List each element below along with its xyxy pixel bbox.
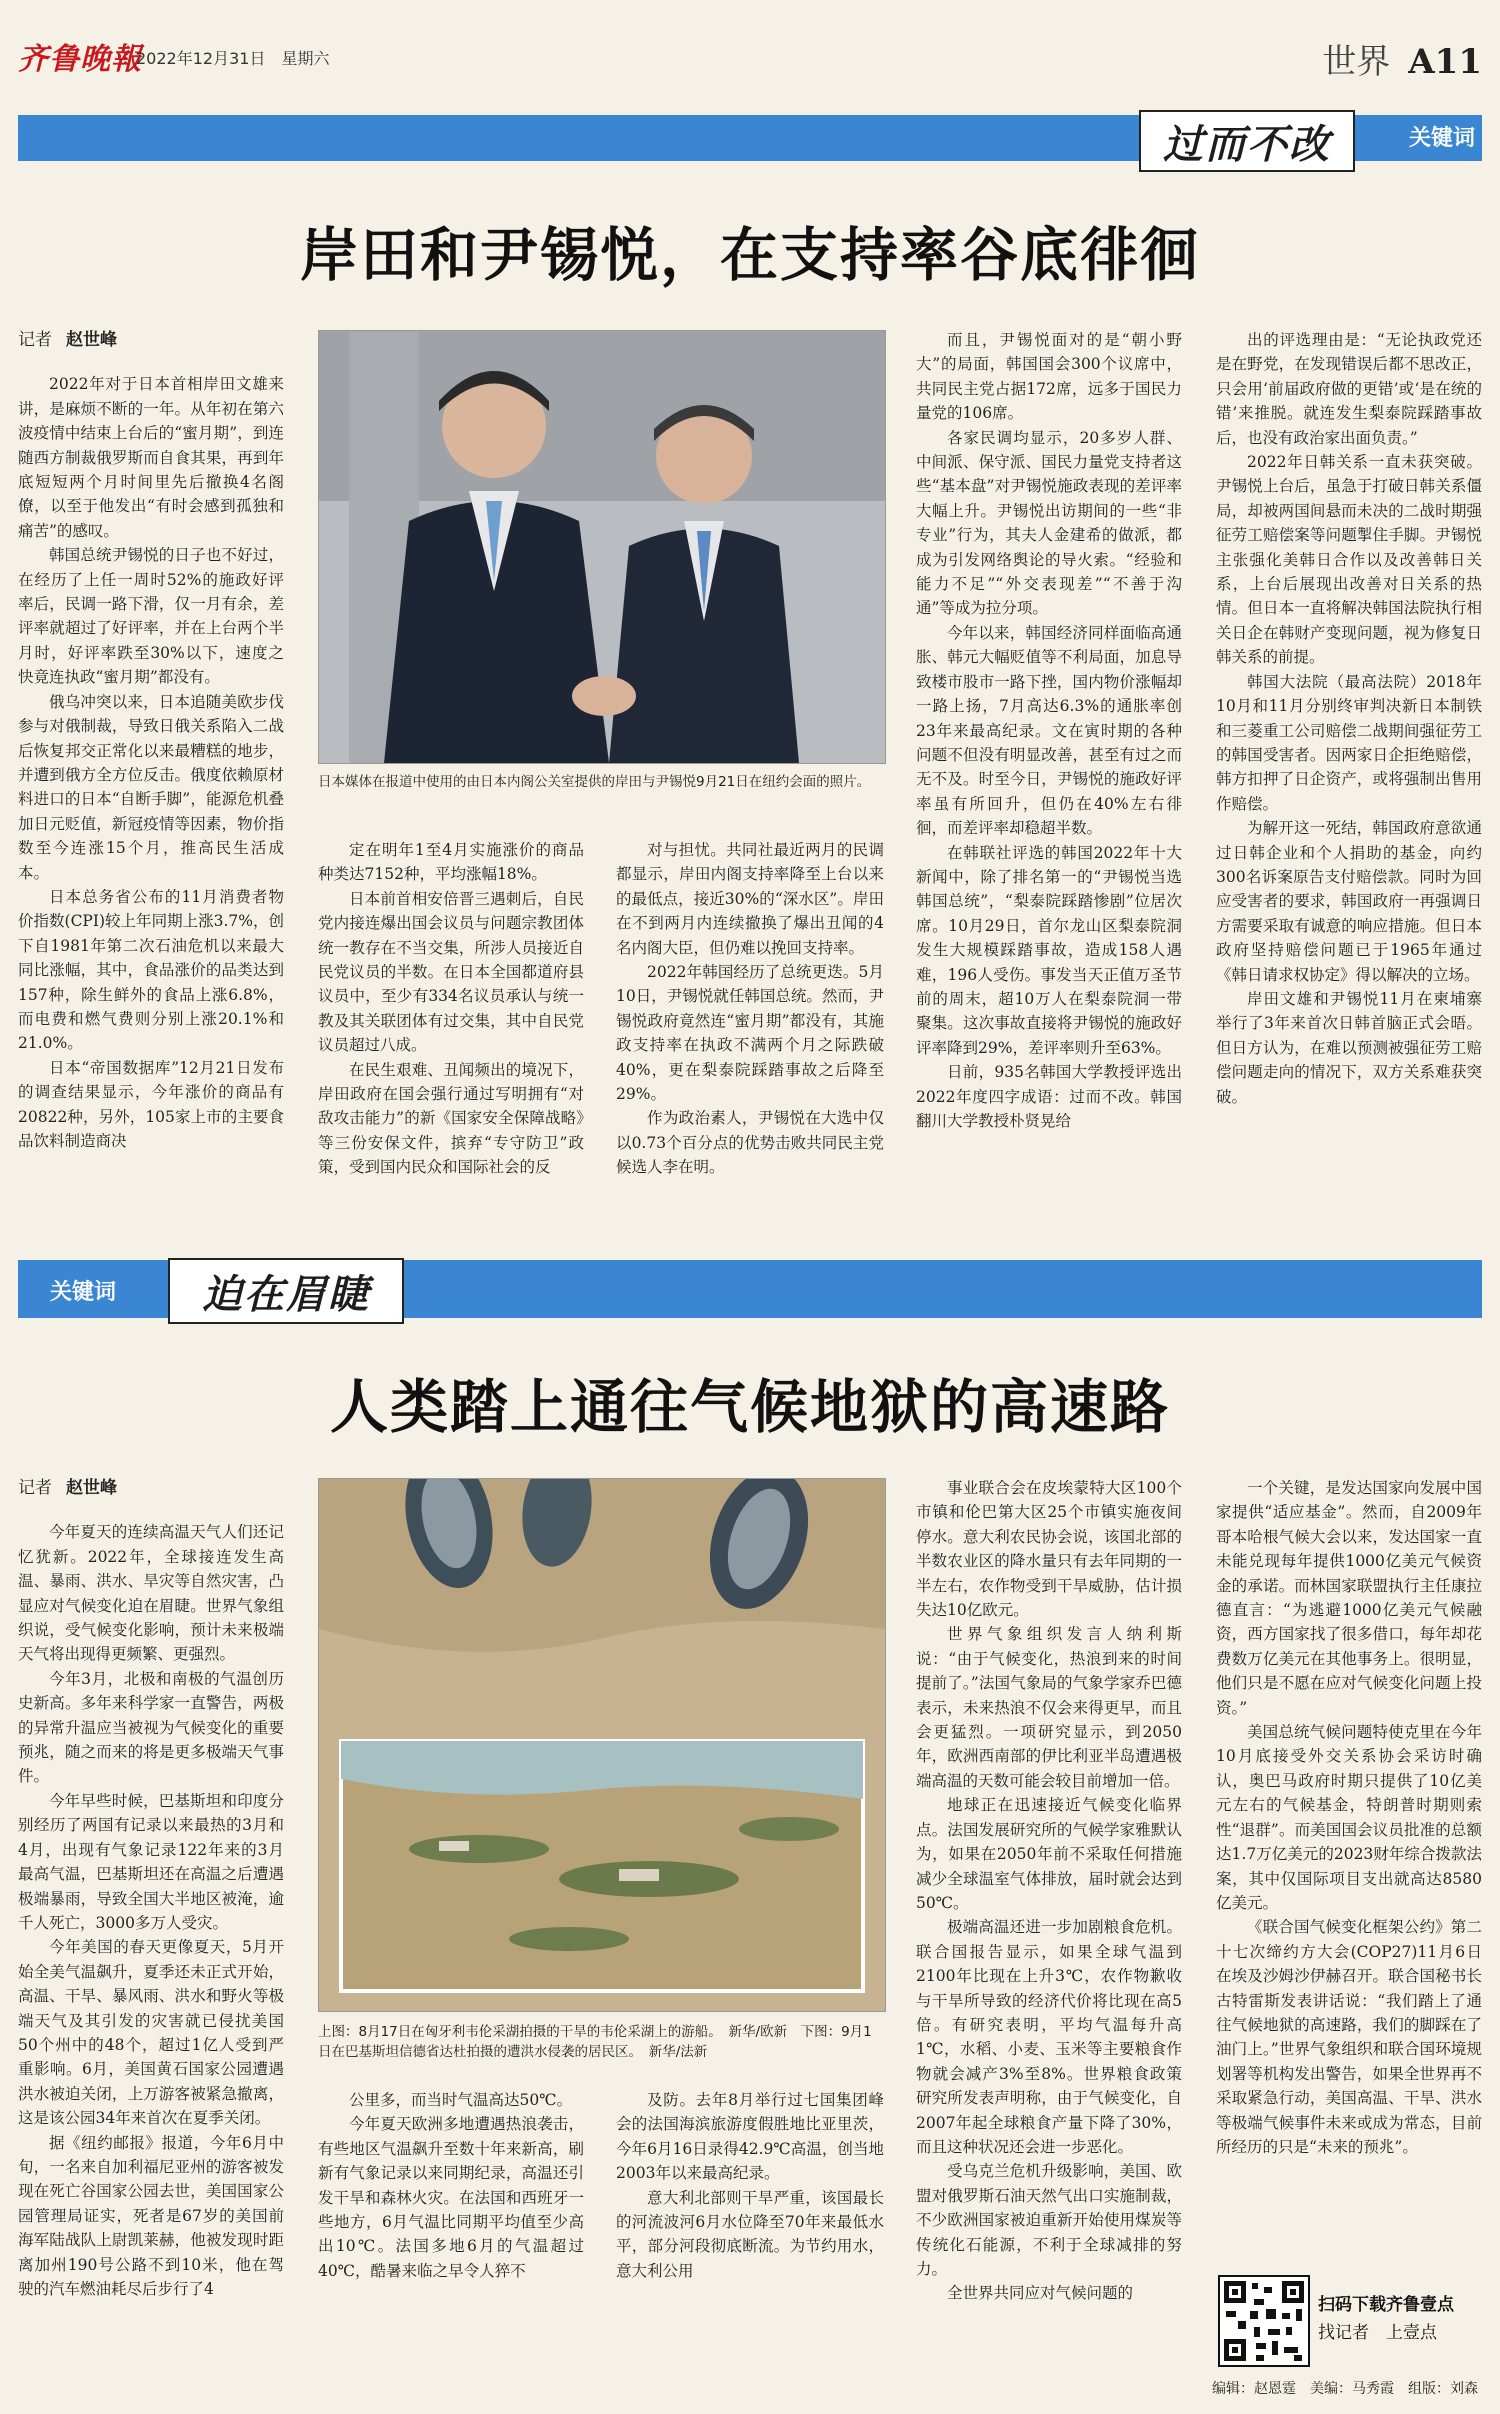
byline-name: 赵世峰	[66, 1478, 117, 1498]
story2-photo-caption: 上图：8月17日在匈牙利韦伦采湖拍摄的干旱的韦伦采湖上的游船。 新华/欧新 下图：9月1日在巴基斯坦信德省达杜拍摄的遭洪水侵袭的居民区。 新华/法新	[318, 2024, 872, 2060]
paragraph: 今年夏天的连续高温天气人们还记忆犹新。2022年，全球接连发生高温、暴雨、洪水、旱灾等自然灾害，凸显应对气候变化迫在眉睫。世界气象组织说，受气候变化影响，预计未来极端天气将出现得更频繁、更强烈。	[18, 1523, 284, 1664]
paragraph: 作为政治素人，尹锡悦在大选中仅以0.73个百分点的优势击败共同民主党候选人李在明。	[616, 1109, 884, 1177]
paragraph: 世界气象组织发言人纳利斯说：“由于气候变化，热浪到来的时间提前了。”法国气象局的气象学家乔巴德表示，未来热浪不仅会来得更早，而且会更猛烈。一项研究显示，到2050年，欧洲西南部的伊比利亚半岛遭遇极端高温的天数可能会较目前增加一倍。	[916, 1625, 1182, 1790]
paragraph: 在韩联社评选的韩国2022年十大新闻中，除了排名第一的“尹锡悦当选韩国总统”，“梨泰院踩踏惨剧”位居次席。10月29日，首尔龙山区梨泰院洞发生大规模踩踏事故，造成158人遇难，196人受伤。事发当天正值万圣节前的周末，超10万人在梨泰院洞一带聚集。这次事故直接将尹锡悦的施政好评率降到29%，差评率则升至63%。	[916, 843, 1182, 1057]
story2-keyword-stamp: 迫在眉睫	[168, 1258, 404, 1324]
paragraph: 全世界共同应对气候问题的	[947, 2284, 1134, 2303]
story2-keyword-tag: 关键词	[50, 1280, 117, 1305]
paragraph: 受乌克兰危机升级影响，美国、欧盟对俄罗斯石油天然气出口实施制裁，不少欧洲国家被迫重新开始使用煤炭等传统化石能源，不利于全球减排的努力。	[916, 2162, 1182, 2278]
story1-keyword-tag: 关键词	[1408, 126, 1475, 151]
paragraph: 今年早些时候，巴基斯坦和印度分别经历了两国有记录以来最热的3月和4月，出现有气象记录122年来的3月最高气温，巴基斯坦还在高温之后遭遇极端暴雨，导致全国大半地区被淹，逾千人死亡，3000多万人受灾。	[18, 1791, 284, 1932]
editor-credits: 编辑：赵恩霆 美编：马秀霞 组版：刘森	[1212, 2381, 1478, 2397]
story1-column-1	[18, 328, 284, 1228]
story2-column-5	[1216, 1476, 1482, 2256]
story1-column-3	[616, 838, 884, 1228]
story1-photo-caption: 日本媒体在报道中使用的由日本内阁公关室提供的岸田与尹锡悦9月21日在纽约会面的照片。	[318, 774, 871, 790]
paragraph: 韩国大法院（最高法院）2018年10月和11月分别终审判决新日本制铁和三菱重工公司赔偿二战期间强征劳工的韩国受害者。因两家日企拒绝赔偿，韩方扣押了日企资产，或将强制出售用作赔偿。	[1216, 672, 1482, 813]
paragraph: 日本总务省公布的11月消费者物价指数(CPI)较上年同期上涨3.7%，创下自1981年第二次石油危机以来最大同比涨幅，其中，食品涨价的品类达到157种，除生鲜外的食品上涨6.8%，而电费和燃气费则分别上涨20.1%和21.0%。	[18, 887, 284, 1053]
paragraph: 今年3月，北极和南极的气温创历史新高。多年来科学家一直警告，两极的异常升温应当被视为气候变化的重要预兆，随之而来的将是更多极端天气事件。	[18, 1669, 284, 1786]
paragraph: 据《纽约邮报》报道，今年6月中旬，一名来自加利福尼亚州的游客被发现在死亡谷国家公园去世，美国国家公园管理局证实，死者是67岁的美国前海军陆战队上尉凯莱赫，他被发现时距离加州190号公路不到10米，他在驾驶的汽车燃油耗尽后步行了4	[18, 2133, 284, 2298]
section-header	[1322, 34, 1482, 83]
story2-byline	[18, 1476, 284, 1500]
paragraph: 及防。去年8月举行过七国集团峰会的法国海滨旅游度假胜地比亚里茨，今年6月16日录得42.9℃高温，创当地2003年以来最高纪录。	[616, 2091, 884, 2183]
paragraph: 定在明年1至4月实施涨价的商品种类达7152种，平均涨幅18%。	[318, 841, 584, 884]
qr-sub-label: 找记者 上壹点	[1318, 2323, 1437, 2343]
paragraph: 一个关键，是发达国家向发展中国家提供“适应基金”。然而，自2009年哥本哈根气候大会以来，发达国家一直未能兑现每年提供1000亿美元气候资金的承诺。而林国家联盟执行主任康拉德直言：“为逃避1000亿美元气候融资，西方国家找了很多借口，每年却花费数万亿美元在其他事务上。很明显，他们只是不愿在应对气候变化问题上投资。”	[1216, 1479, 1482, 1717]
newspaper-logo: 齐鲁晚報	[18, 42, 142, 77]
paragraph: 地球正在迅速接近气候变化临界点。法国发展研究所的气候学家雅默认为，如果在2050年前不采取任何措施减少全球温室气体排放，届时就会达到50℃。	[916, 1796, 1182, 1912]
story1-byline	[18, 328, 284, 352]
paragraph: 2022年韩国经历了总统更迭。5月10日，尹锡悦就任韩国总统。然而，尹锡悦政府竟然连“蜜月期”都没有，其施政支持率在执政不满两个月之际跌破40%，更在梨泰院踩踏事故之后降至29%。	[616, 963, 884, 1104]
byline-label: 记者	[18, 1478, 52, 1498]
paragraph: 2022年对于日本首相岸田文雄来讲，是麻烦不断的一年。从年初在第六波疫情中结束上台后的“蜜月期”，到连随西方制裁俄罗斯而自食其果，再到年底短短两个月时间里先后撤换4名阁僚，以至于他发出“有时会感到孤独和痛苦”的感叹。	[18, 375, 284, 540]
paragraph: 2022年日韩关系一直未获突破。尹锡悦上台后，虽急于打破日韩关系僵局，却被两国间悬而未决的二战时期强征劳工赔偿案等问题掣住手脚。尹锡悦主张强化美韩日合作以及改善韩日关系，上台后展现出改善对日关系的热情。但日本一直将解决韩国法院执行相关日企在韩财产变现问题，视为修复日韩关系的前提。	[1216, 453, 1482, 667]
paragraph: 出的评选理由是：“无论执政党还是在野党，在发现错误后都不思改正，只会用‘前届政府做的更错’或‘是在统的错’来推脱。就连发生梨泰院踩踏事故后，也没有政治家出面负责。”	[1216, 331, 1482, 447]
story1-column-5	[1216, 328, 1482, 1228]
paragraph: 今年以来，韩国经济同样面临高通胀、韩元大幅贬值等不利局面，加息导致楼市股市一路下挫，国内物价涨幅却一路上扬，7月高达6.3%的通胀率创23年来最高纪录。文在寅时期的各种问题不但没有明显改善，甚至有过之而无不及。时至今日，尹锡悦的施政好评率虽有所回升，但仍在40%左右徘徊，而差评率却稳超半数。	[916, 623, 1182, 838]
story1-photo	[318, 330, 886, 764]
story2-column-4	[916, 1476, 1182, 2394]
paragraph: 而且，尹锡悦面对的是“朝小野大”的局面，韩国国会300个议席中，共同民主党占据172席，远多于国民力量党的106席。	[916, 331, 1182, 423]
issue-date: 2022年12月31日 星期六	[136, 49, 330, 68]
qr-pattern	[1220, 2277, 1308, 2365]
story1-keyword-stamp: 过而不改	[1139, 110, 1355, 172]
paragraph: 日本前首相安倍晋三遇刺后，自民党内接连爆出国会议员与问题宗教团体统一教存在不当交集，所涉人员接近自民党议员的半数。在日本全国都道府县议员中，至少有334名议员承认与统一教及其关联团体有过交集，其中自民党议员超过八成。	[318, 889, 584, 1055]
paragraph: 在民生艰难、丑闻频出的境况下，岸田政府在国会强行通过写明拥有“对敌攻击能力”的新《国家安全保障战略》等三份安保文件，摈弃“专守防卫”政策，受到国内民众和国际社会的反	[318, 1060, 584, 1177]
paragraph: 为解开这一死结，韩国政府意欲通过日韩企业和个人捐助的基金，向约300名诉案原告支付赔偿款。同时为回应受害者的要求，韩国政府一再强调日方需要采取有诚意的响应措施。但日本政府坚持赔偿问题已于1965年通过《韩日请求权协定》得以解决的立场。	[1216, 819, 1482, 984]
qr-code-icon[interactable]	[1218, 2275, 1310, 2367]
story2-column-1	[18, 1476, 284, 2394]
paragraph: 俄乌冲突以来，日本追随美欧步伐参与对俄制裁，导致日俄关系陷入二战后恢复邦交正常化以来最糟糕的地步，并遭到俄方全方位反击。俄度依赖原材料进口的日本“自断手脚”，能源危机叠加日元贬值，新冠疫情等因素，物价指数至今连涨15个月，推高民生活成本。	[18, 692, 284, 882]
qr-download-label: 扫码下载齐鲁壹点	[1318, 2295, 1454, 2315]
leaders-handshake-photo	[319, 331, 885, 763]
story1-column-4	[916, 328, 1182, 1228]
byline-label: 记者	[18, 330, 52, 350]
story2-headline: 人类踏上通往气候地狱的高速路	[329, 1373, 1170, 1441]
drought-and-flood-photo	[319, 1479, 885, 2011]
paragraph: 对与担忧。共同社最近两月的民调都显示，岸田内阁支持率降至上台以来的最低点，接近30%的“深水区”。岸田在不到两月内连续撤换了爆出丑闻的4名内阁大臣，但仍难以挽回支持率。	[616, 841, 884, 957]
section-name: 世界	[1322, 42, 1391, 82]
paragraph: 日本“帝国数据库”12月21日发布的调查结果显示，今年涨价的商品有20822种，另外，105家上市的主要食品饮料制造商决	[18, 1058, 284, 1150]
paragraph: 今年美国的春天更像夏天，5月开始全美气温飙升，夏季还未正式开始，高温、干旱、暴风雨、洪水和野火等极端天气及其引发的灾害就已侵扰美国50个州中的48个，超过1亿人受到严重影响。6月，美国黄石国家公园遭遇洪水被迫关闭，上万游客被紧急撤离，这是该公园34年来首次在夏季关闭。	[18, 1938, 284, 2128]
paragraph: 公里多，而当时气温高达50℃。	[349, 2091, 573, 2109]
story2-photo	[318, 1478, 886, 2012]
paragraph: 极端高温还进一步加剧粮食危机。联合国报告显示，如果全球气温到2100年比现在上升3℃，农作物歉收与干旱所导致的经济代价将比现在高5倍。有研究表明，平均气温每升高1℃，水稻、小麦、玉米等主要粮食作物就会减产3%至8%。世界粮食政策研究所发表声明称，由于气候变化，自2007年起全球粮食产量下降了30%，而且这种状况还会进一步恶化。	[916, 1918, 1182, 2156]
page-number: A11	[1408, 42, 1482, 82]
story2-column-2	[318, 2088, 584, 2394]
paragraph: 韩国总统尹锡悦的日子也不好过，在经历了上任一周时52%的施政好评率后，民调一路下滑，仅一月有余，差评率就超过了好评率，并在上台两个半月时，好评率跌至30%以下，速度之快竟连执政“蜜月期”都没有。	[18, 546, 284, 687]
masthead	[18, 34, 1482, 84]
paragraph: 岸田文雄和尹锡悦11月在柬埔寨举行了3年来首次日韩首脑正式会晤。但日方认为，在难以预测被强征劳工赔偿问题走向的情况下，双方关系难获突破。	[1216, 989, 1482, 1106]
story1-column-2	[318, 838, 584, 1228]
paragraph: 《联合国气候变化框架公约》第二十七次缔约方大会(COP27)11月6日在埃及沙姆沙伊赫召开。联合国秘书长古特雷斯发表讲话说：“我们踏上了通往气候地狱的高速路，我们的脚踩在了油门上。”世界气象组织和联合国环境规划署等机构发出警告，如果全世界再不采取紧急行动，美国高温、干旱、洪水等极端气候事件未来或成为常态，目前所经历的只是“未来的预兆”。	[1216, 1918, 1482, 2156]
paragraph: 事业联合会在皮埃蒙特大区100个市镇和伦巴第大区25个市镇实施夜间停水。意大利农民协会说，该国北部的半数农业区的降水量只有去年同期的一半左右，农作物受到干旱威胁，估计损失达10亿欧元。	[916, 1479, 1182, 1620]
paragraph: 日前，935名韩国大学教授评选出2022年度四字成语：过而不改。韩国翻川大学教授朴贤晃给	[916, 1063, 1182, 1130]
paragraph: 今年夏天欧洲多地遭遇热浪袭击，有些地区气温飙升至数十年来新高，刷新有气象记录以来同期纪录，高温还引发干旱和森林火灾。在法国和西班牙一些地方，6月气温比同期平均值至少高出10℃。法国多地6月的气温超过40℃，酷暑来临之早令人猝不	[318, 2115, 584, 2280]
paragraph: 美国总统气候问题特使克里在今年10月底接受外交关系协会采访时确认，奥巴马政府时期只提供了10亿美元左右的气候基金，特朗普时期则索性“退群”。而美国国会议员批准的总额达1.7万亿美元的2023财年综合拨款法案，其中仅国际项目支出就高达8580亿美元。	[1216, 1723, 1482, 1912]
paragraph: 意大利北部则干旱严重，该国最长的河流波河6月水位降至70年来最低水平，部分河段彻底断流。为节约用水，意大利公用	[616, 2188, 884, 2280]
paragraph: 各家民调均显示，20多岁人群、中间派、保守派、国民力量党支持者这些“基本盘”对尹锡悦施政表现的差评率大幅上升。尹锡悦出访期间的一些“非专业”行为，其夫人金建希的做派，都成为引发网络舆论的导火索。“经验和能力不足”“外交表现差”“不善于沟通”等成为拉分项。	[916, 428, 1182, 618]
story1-headline: 岸田和尹锡悦，在支持率谷底徘徊	[299, 221, 1200, 289]
byline-name: 赵世峰	[66, 330, 117, 350]
story2-column-3	[616, 2088, 884, 2394]
